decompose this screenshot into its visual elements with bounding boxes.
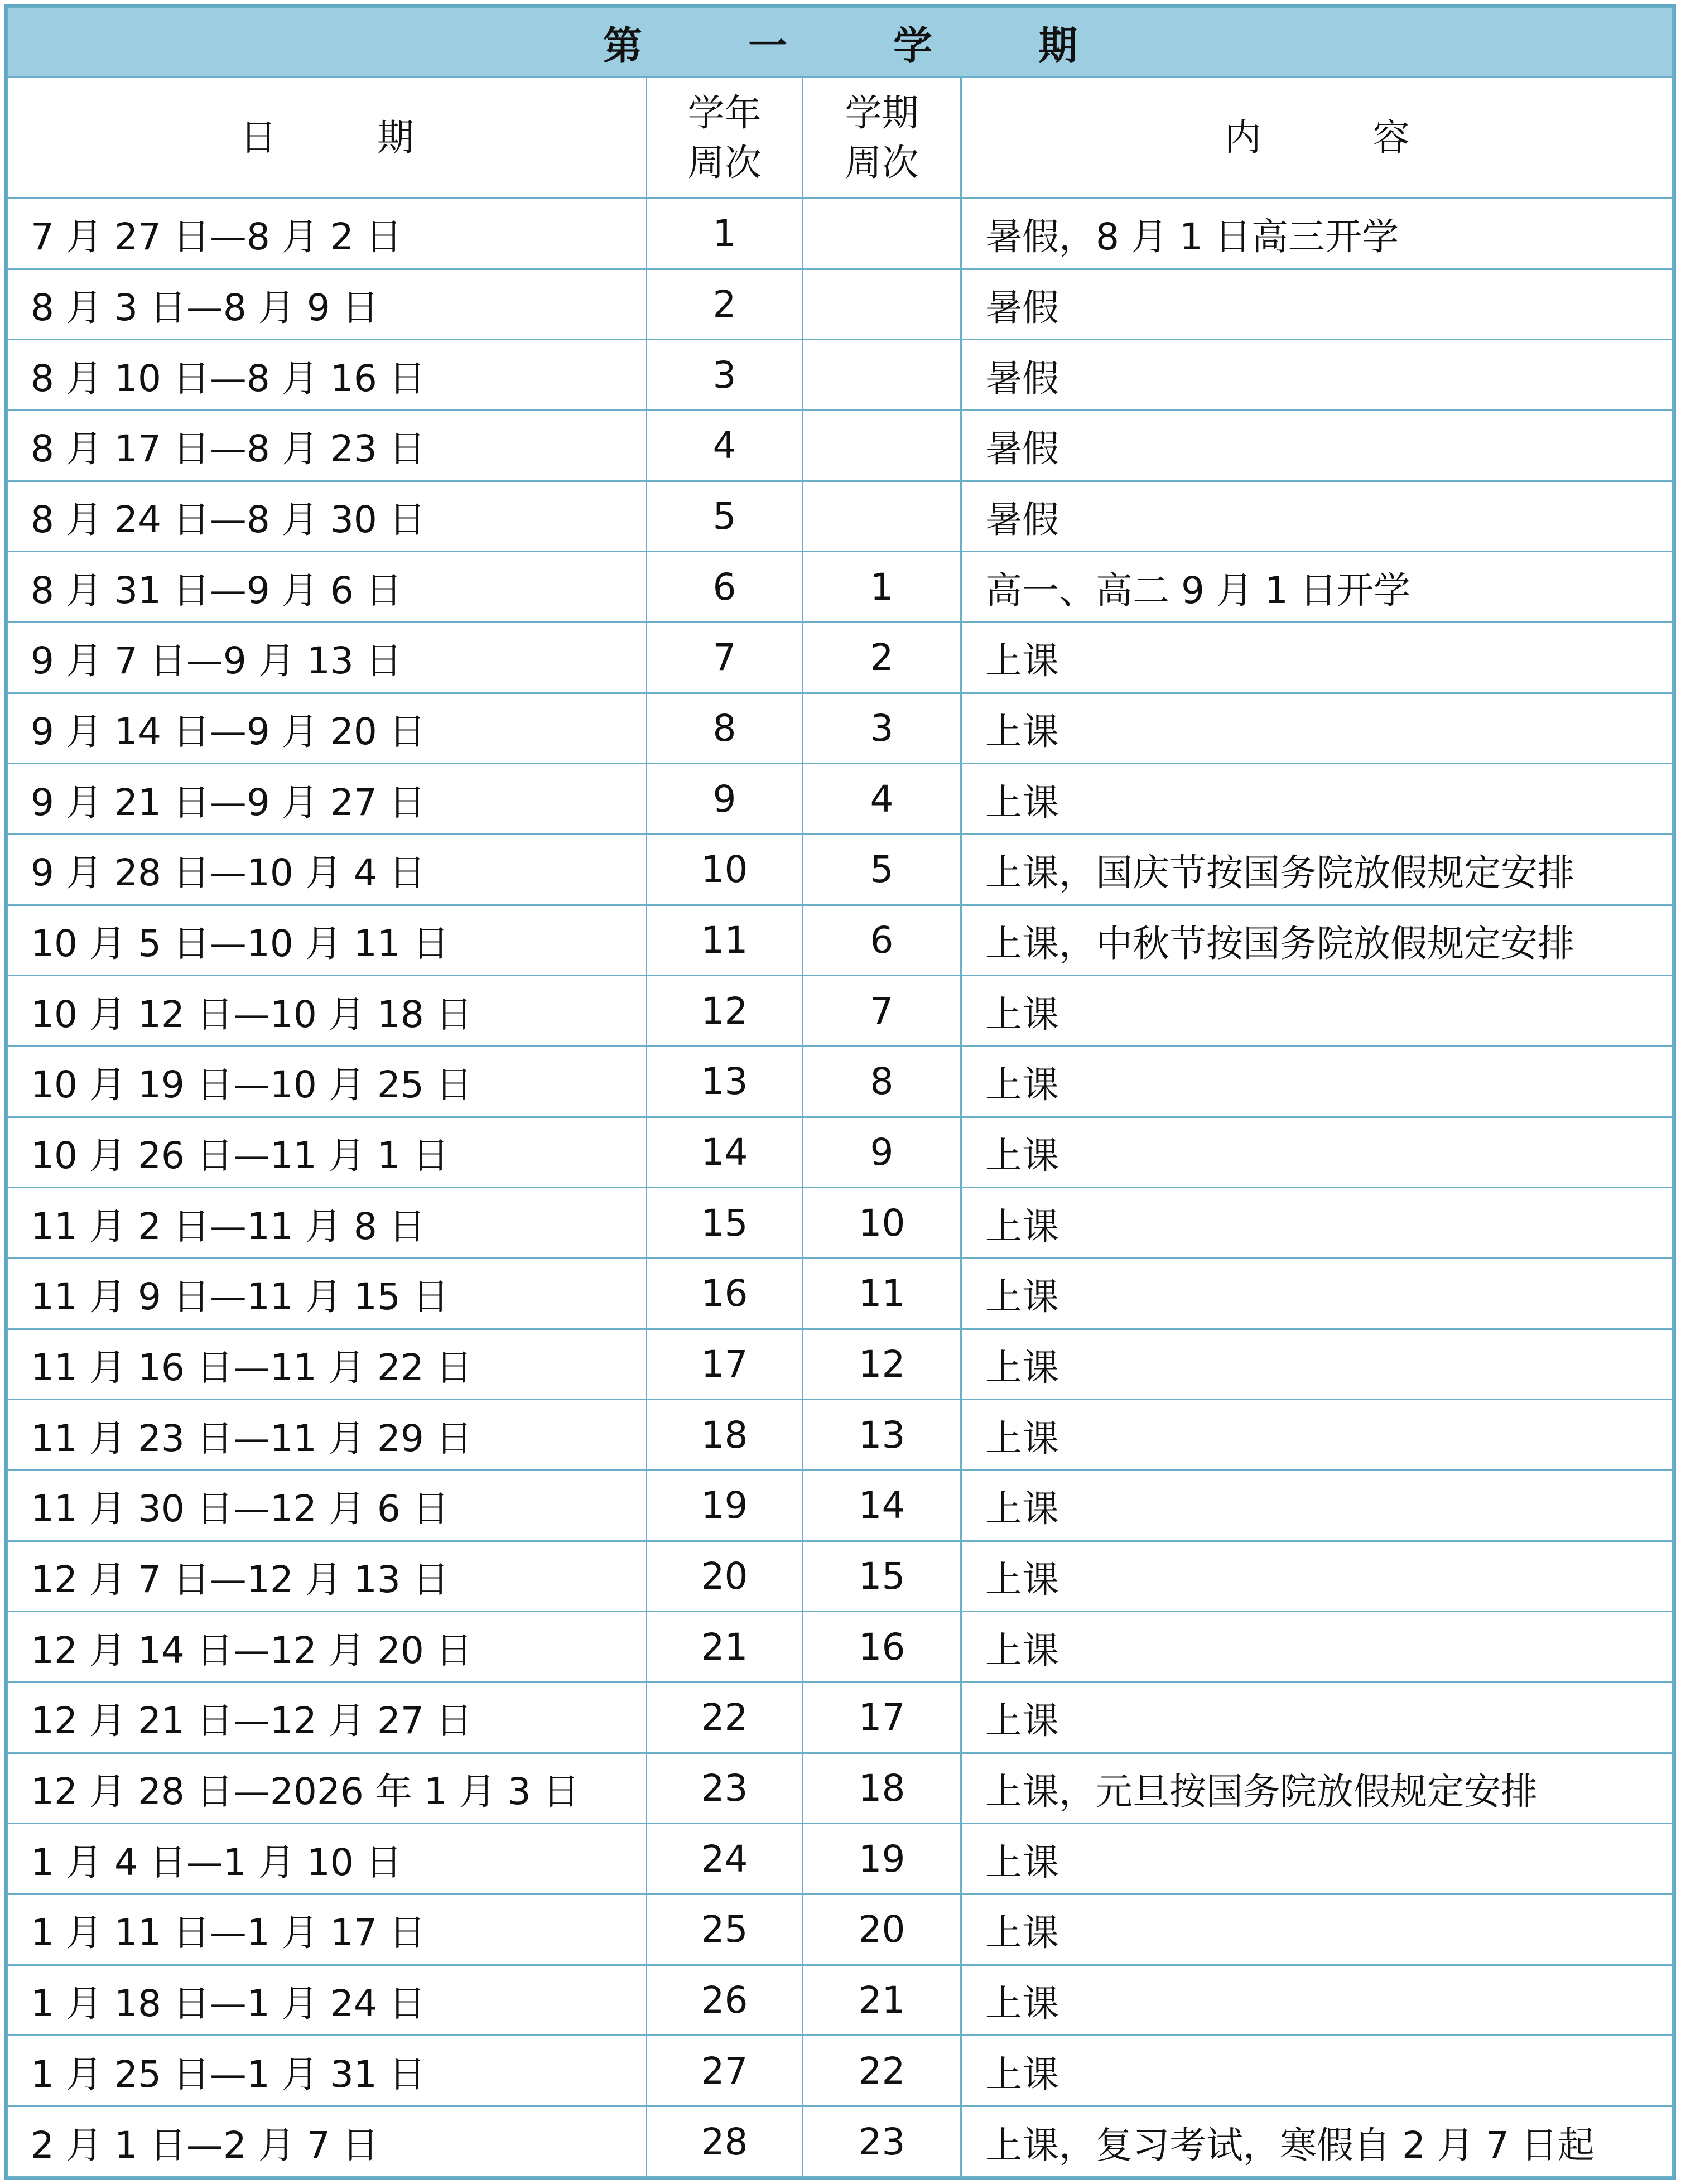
year-week-cell: 1: [647, 199, 803, 269]
title-char-4: 期: [1038, 22, 1077, 69]
content-cell: 上课: [961, 976, 1673, 1047]
content-cell: 上课，复习考试，寒假自 2 月 7 日起: [961, 2106, 1673, 2177]
term-week-cell: 1: [803, 552, 961, 623]
content-cell: 暑假: [961, 411, 1673, 481]
header-date-label: 日期: [240, 116, 514, 160]
content-cell: 上课，国庆节按国务院放假规定安排: [961, 835, 1673, 905]
table-row: [8, 1471, 1673, 1541]
date-cell: 1 月 18 日—1 月 24 日: [8, 1965, 647, 2036]
table-row: [8, 2036, 1673, 2106]
content-cell: 上课: [961, 1188, 1673, 1259]
date-cell: 10 月 12 日—10 月 18 日: [8, 976, 647, 1047]
date-cell: 8 月 24 日—8 月 30 日: [8, 481, 647, 552]
date-cell: 8 月 31 日—9 月 6 日: [8, 552, 647, 623]
content-cell: 上课: [961, 1400, 1673, 1471]
table-body: [8, 199, 1673, 2177]
content-cell: 暑假，8 月 1 日高三开学: [961, 199, 1673, 269]
title-char-2: 一: [748, 22, 787, 69]
content-cell: 上课: [961, 1117, 1673, 1188]
table-row: [8, 1894, 1673, 1965]
table-row: [8, 1400, 1673, 1471]
year-week-cell: 14: [647, 1117, 803, 1188]
term-week-cell: 17: [803, 1682, 961, 1753]
title-char-3: 学: [893, 22, 932, 69]
date-cell: 9 月 7 日—9 月 13 日: [8, 623, 647, 693]
year-week-cell: 24: [647, 1824, 803, 1894]
table-row: [8, 905, 1673, 976]
term-week-cell: 21: [803, 1965, 961, 2036]
table-row: [8, 2106, 1673, 2177]
table-row: [8, 1188, 1673, 1259]
content-cell: 暑假: [961, 269, 1673, 340]
term-week-cell: 3: [803, 693, 961, 764]
content-cell: 上课: [961, 623, 1673, 693]
date-cell: 10 月 19 日—10 月 25 日: [8, 1047, 647, 1117]
term-week-cell: 9: [803, 1117, 961, 1188]
content-cell: 上课: [961, 1259, 1673, 1329]
date-cell: 1 月 25 日—1 月 31 日: [8, 2036, 647, 2106]
table-row: [8, 1612, 1673, 1682]
date-cell: 9 月 21 日—9 月 27 日: [8, 764, 647, 835]
term-week-cell: 6: [803, 905, 961, 976]
date-cell: 8 月 10 日—8 月 16 日: [8, 340, 647, 411]
header-content: [961, 78, 1673, 199]
table-row: [8, 269, 1673, 340]
year-week-cell: 13: [647, 1047, 803, 1117]
table-row: [8, 340, 1673, 411]
table-row: [8, 623, 1673, 693]
term-week-cell: 10: [803, 1188, 961, 1259]
year-week-cell: 11: [647, 905, 803, 976]
table-row: [8, 199, 1673, 269]
year-week-cell: 17: [647, 1329, 803, 1400]
term-week-cell: 23: [803, 2106, 961, 2177]
date-cell: 1 月 11 日—1 月 17 日: [8, 1894, 647, 1965]
term-week-cell: 11: [803, 1259, 961, 1329]
table-row: [8, 1965, 1673, 2036]
term-week-cell: 18: [803, 1753, 961, 1824]
content-cell: 上课: [961, 1047, 1673, 1117]
year-week-cell: 22: [647, 1682, 803, 1753]
term-week-cell: 16: [803, 1612, 961, 1682]
calendar-sheet: [4, 4, 1676, 2180]
date-cell: 11 月 2 日—11 月 8 日: [8, 1188, 647, 1259]
table-row: [8, 552, 1673, 623]
year-week-cell: 5: [647, 481, 803, 552]
header-year-week: [647, 78, 803, 199]
date-cell: 9 月 28 日—10 月 4 日: [8, 835, 647, 905]
term-week-cell: [803, 199, 961, 269]
table-row: [8, 1259, 1673, 1329]
date-cell: 8 月 3 日—8 月 9 日: [8, 269, 647, 340]
year-week-cell: 2: [647, 269, 803, 340]
header-year-week-line2: 周次: [687, 141, 762, 184]
content-cell: 上课: [961, 1894, 1673, 1965]
year-week-cell: 3: [647, 340, 803, 411]
content-cell: 上课: [961, 693, 1673, 764]
term-week-cell: 12: [803, 1329, 961, 1400]
date-cell: 11 月 16 日—11 月 22 日: [8, 1329, 647, 1400]
year-week-cell: 18: [647, 1400, 803, 1471]
date-cell: 12 月 7 日—12 月 13 日: [8, 1541, 647, 1612]
year-week-cell: 15: [647, 1188, 803, 1259]
content-cell: 上课，中秋节按国务院放假规定安排: [961, 905, 1673, 976]
term-week-cell: 7: [803, 976, 961, 1047]
date-cell: 1 月 4 日—1 月 10 日: [8, 1824, 647, 1894]
table-row: [8, 1682, 1673, 1753]
content-cell: 上课: [961, 1471, 1673, 1541]
header-term-week-line1: 学期: [845, 91, 919, 134]
term-week-cell: 8: [803, 1047, 961, 1117]
header-term-week: [803, 78, 961, 199]
content-cell: 上课: [961, 1329, 1673, 1400]
year-week-cell: 8: [647, 693, 803, 764]
year-week-cell: 10: [647, 835, 803, 905]
date-cell: 10 月 26 日—11 月 1 日: [8, 1117, 647, 1188]
content-cell: 上课: [961, 2036, 1673, 2106]
table-row: [8, 693, 1673, 764]
content-cell: 上课: [961, 764, 1673, 835]
title-char-1: 第: [603, 22, 642, 69]
year-week-cell: 20: [647, 1541, 803, 1612]
header-term-week-line2: 周次: [845, 141, 919, 184]
year-week-cell: 7: [647, 623, 803, 693]
table-row: [8, 1753, 1673, 1824]
date-cell: 11 月 30 日—12 月 6 日: [8, 1471, 647, 1541]
table-row: [8, 835, 1673, 905]
header-date: [8, 78, 647, 199]
year-week-cell: 4: [647, 411, 803, 481]
header-content-label: 内容: [1224, 116, 1521, 160]
date-cell: 12 月 28 日—2026 年 1 月 3 日: [8, 1753, 647, 1824]
year-week-cell: 23: [647, 1753, 803, 1824]
table-row: [8, 1541, 1673, 1612]
term-week-cell: 20: [803, 1894, 961, 1965]
term-week-cell: 2: [803, 623, 961, 693]
table-row: [8, 1117, 1673, 1188]
year-week-cell: 28: [647, 2106, 803, 2177]
table-row: [8, 481, 1673, 552]
year-week-cell: 21: [647, 1612, 803, 1682]
term-calendar-table: [7, 7, 1674, 2178]
term-week-cell: 14: [803, 1471, 961, 1541]
term-week-cell: 13: [803, 1400, 961, 1471]
content-cell: 高一、高二 9 月 1 日开学: [961, 552, 1673, 623]
content-cell: 上课，元旦按国务院放假规定安排: [961, 1753, 1673, 1824]
date-cell: 2 月 1 日—2 月 7 日: [8, 2106, 647, 2177]
term-week-cell: [803, 340, 961, 411]
table-row: [8, 1047, 1673, 1117]
content-cell: 上课: [961, 1965, 1673, 2036]
table-row: [8, 411, 1673, 481]
table-row: [8, 764, 1673, 835]
content-cell: 暑假: [961, 340, 1673, 411]
table-row: [8, 1824, 1673, 1894]
year-week-cell: 6: [647, 552, 803, 623]
content-cell: 上课: [961, 1612, 1673, 1682]
content-cell: 上课: [961, 1541, 1673, 1612]
table-row: [8, 976, 1673, 1047]
term-week-cell: [803, 481, 961, 552]
year-week-cell: 9: [647, 764, 803, 835]
year-week-cell: 16: [647, 1259, 803, 1329]
content-cell: 上课: [961, 1824, 1673, 1894]
term-week-cell: 19: [803, 1824, 961, 1894]
year-week-cell: 19: [647, 1471, 803, 1541]
content-cell: 暑假: [961, 481, 1673, 552]
content-cell: 上课: [961, 1682, 1673, 1753]
table-title: [8, 8, 1673, 78]
date-cell: 12 月 14 日—12 月 20 日: [8, 1612, 647, 1682]
header-row: [8, 78, 1673, 199]
term-week-cell: 5: [803, 835, 961, 905]
date-cell: 10 月 5 日—10 月 11 日: [8, 905, 647, 976]
year-week-cell: 25: [647, 1894, 803, 1965]
term-week-cell: [803, 411, 961, 481]
table-row: [8, 1329, 1673, 1400]
date-cell: 7 月 27 日—8 月 2 日: [8, 199, 647, 269]
date-cell: 11 月 9 日—11 月 15 日: [8, 1259, 647, 1329]
title-row: [8, 8, 1673, 78]
date-cell: 9 月 14 日—9 月 20 日: [8, 693, 647, 764]
date-cell: 12 月 21 日—12 月 27 日: [8, 1682, 647, 1753]
date-cell: 11 月 23 日—11 月 29 日: [8, 1400, 647, 1471]
year-week-cell: 27: [647, 2036, 803, 2106]
year-week-cell: 12: [647, 976, 803, 1047]
term-week-cell: 4: [803, 764, 961, 835]
date-cell: 8 月 17 日—8 月 23 日: [8, 411, 647, 481]
year-week-cell: 26: [647, 1965, 803, 2036]
term-week-cell: 22: [803, 2036, 961, 2106]
header-year-week-line1: 学年: [687, 91, 762, 134]
term-week-cell: 15: [803, 1541, 961, 1612]
term-week-cell: [803, 269, 961, 340]
